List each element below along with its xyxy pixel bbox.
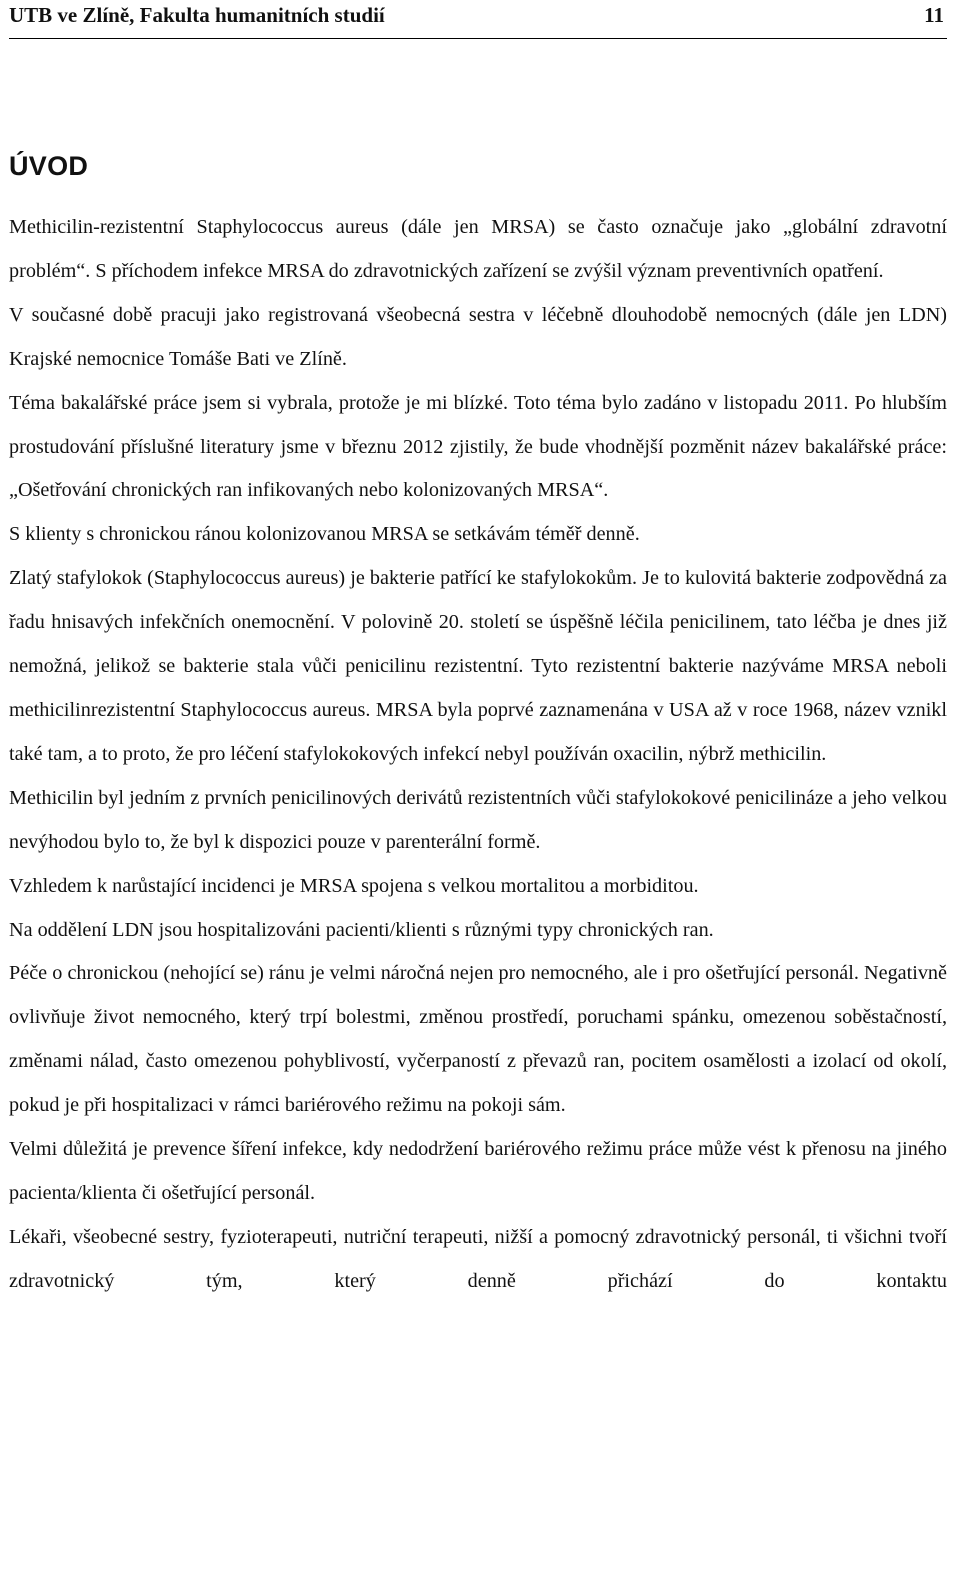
running-header — [9, 0, 947, 39]
paragraph: S klienty s chronickou ránou kolonizovanou MRSA se setkávám téměř denně. — [9, 523, 640, 546]
paragraph: Zlatý stafylokok (Staphylococcus aureus) je bakterie patřící ke stafylokokům. Je to kulovitá bakterie zodpovědná za řadu hnisavých infekčních onemocnění. V polovině 20. století se úspěšně léčila penicilinem, tato léčba je dnes již nemožná, jelikož se bakterie stala vůči penicilinu rezistentní. Tyto rezistentní bakterie nazýváme MRSA neboli methicilinrezistentní Staphylococcus aureus. MRSA byla poprvé zaznamenána v USA až v roce 1968, název vznikl také tam, a to proto, že pro léčení stafylokokových infekcí nebyl používán oxacilin, nýbrž methicilin. — [9, 567, 947, 765]
paragraph: V současné době pracuji jako registrovaná všeobecná sestra v léčebně dlouhodobě nemocných (dále jen LDN) Krajské nemocnice Tomáše Bati ve Zlíně. — [9, 303, 947, 370]
paragraph: Methicilin byl jedním z prvních penicilinových derivátů rezistentních vůči stafylokokové penicilináze a jeho velkou nevýhodou bylo to, že byl k dispozici pouze v parenterální formě. — [9, 786, 947, 853]
paragraph: Lékaři, všeobecné sestry, fyzioterapeuti, nutriční terapeuti, nižší a pomocný zdravotnický personál, ti všichni tvoří zdravotnický tým, který denně přichází do kontaktu — [9, 1225, 947, 1292]
paragraph: Téma bakalářské práce jsem si vybrala, protože je mi blízké. Toto téma bylo zadáno v listopadu 2011. Po hlubším prostudování příslušné literatury jsme v březnu 2012 zjistily, že bude vhodnější pozměnit název bakalářské práce: „Ošetřování chronických ran infikovaných nebo kolonizovaných MRSA“. — [9, 391, 947, 502]
section-heading: ÚVOD — [9, 151, 89, 181]
paragraph: Péče o chronickou (nehojící se) ránu je velmi náročná nejen pro nemocného, ale i pro ošetřující personál. Negativně ovlivňuje život nemocného, který trpí bolestmi, změnou prostředí, poruchami spánku, omezenou soběstačností, změnami nálad, často omezenou pohyblivostí, vyčerpaností z převazů ran, pocitem osamělosti a izolací od okolí, pokud je při hospitalizaci v rámci bariérového režimu na pokoji sám. — [9, 962, 947, 1117]
document-page — [9, 0, 947, 1304]
paragraph: Vzhledem k narůstající incidenci je MRSA spojena s velkou mortalitou a morbiditou. — [9, 874, 699, 897]
page-number: 11 — [924, 3, 944, 27]
paragraph: Methicilin-rezistentní Staphylococcus aureus (dále jen MRSA) se často označuje jako „globální zdravotní problém“. S příchodem infekce MRSA do zdravotnických zařízení se zvýšil význam preventivních opatření. — [9, 216, 947, 282]
document-body — [9, 206, 947, 1304]
paragraph: Na oddělení LDN jsou hospitalizováni pacienti/klienti s různými typy chronických ran. — [9, 918, 714, 941]
paragraph: Velmi důležitá je prevence šíření infekce, kdy nedodržení bariérového režimu práce může vést k přenosu na jiného pacienta/klienta či ošetřující personál. — [9, 1138, 947, 1204]
header-title: UTB ve Zlíně, Fakulta humanitních studií — [9, 3, 385, 27]
